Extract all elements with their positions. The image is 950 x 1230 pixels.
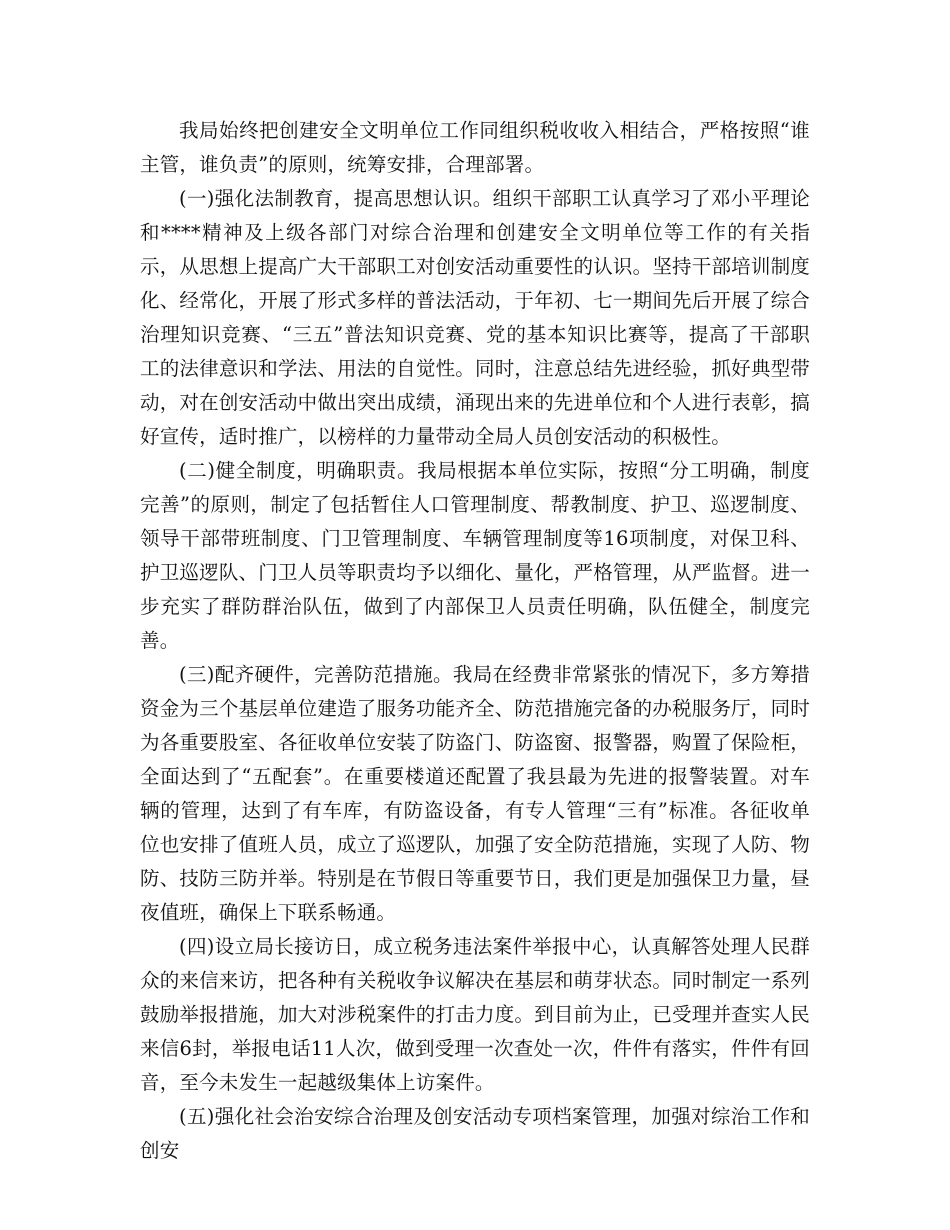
paragraph-director-reception-day: (四)设立局长接访日，成立税务违法案件举报中心，认真解答处理人民群众的来信来访，把各种有关税收争议解决在基层和萌芽状态。同时制定一系列鼓励举报措施，加大对涉税案件的打击力度。到目前为止，已受理并查实人民来信6封，举报电话11人次，做到受理一次查处一次，件件有落实，件件有回音，至今未发生一起越级集体上访案件。 xyxy=(140,935,810,1094)
paragraph-archive-management: (五)强化社会治安综合治理及创安活动专项档案管理，加强对综治工作和创安 xyxy=(140,1105,810,1162)
paragraph-hardware-measures: (三)配齐硬件，完善防范措施。我局在经费非常紧张的情况下，多方筹措资金为三个基层单位建造了服务功能齐全、防范措施完备的办税服务厅，同时为各重要股室、各征收单位安装了防盗门、防盗窗、报警器，购置了保险柜，全面达到了“五配套”。在重要楼道还配置了我县最为先进的报警装置。对车辆的管理，达到了有车库，有防盗设备，有专人管理“三有”标准。各征收单位也安排了值班人员，成立了巡逻队，加强了安全防范措施，实现了人防、物防、技防三防并举。特别是在节假日等重要节日，我们更是加强保卫力量，昼夜值班，确保上下联系畅通。 xyxy=(140,663,810,924)
paragraph-rules-duties: (二)健全制度，明确职责。我局根据本单位实际，按照“分工明确，制度完善”的原则，制定了包括暂住人口管理制度、帮教制度、护卫、巡逻制度、领导干部带班制度、门卫管理制度、车辆管理制度等16项制度，对保卫科、护卫巡逻队、门卫人员等职责均予以细化、量化，严格管理，从严监督。进一步充实了群防群治队伍，做到了内部保卫人员责任明确，队伍健全，制度完善。 xyxy=(140,459,810,652)
paragraph-intro: 我局始终把创建安全文明单位工作同组织税收收入相结合，严格按照“谁主管，谁负责”的原则，统筹安排，合理部署。 xyxy=(140,119,810,176)
paragraph-legal-education: (一)强化法制教育，提高思想认识。组织干部职工认真学习了邓小平理论和****精神及上级各部门对综合治理和创建安全文明单位等工作的有关指示，从思想上提高广大干部职工对创安活动重要性的认识。坚持干部培训制度化、经常化，开展了形式多样的普法活动，于年初、七一期间先后开展了综合治理知识竞赛、“三五”普法知识竞赛、党的基本知识比赛等，提高了干部职工的法律意识和学法、用法的自觉性。同时，注意总结先进经验，抓好典型带动，对在创安活动中做出突出成绩，涌现出来的先进单位和个人进行表彰，搞好宣传，适时推广，以榜样的力量带动全局人员创安活动的积极性。 xyxy=(140,187,810,448)
document-body xyxy=(140,114,810,1168)
